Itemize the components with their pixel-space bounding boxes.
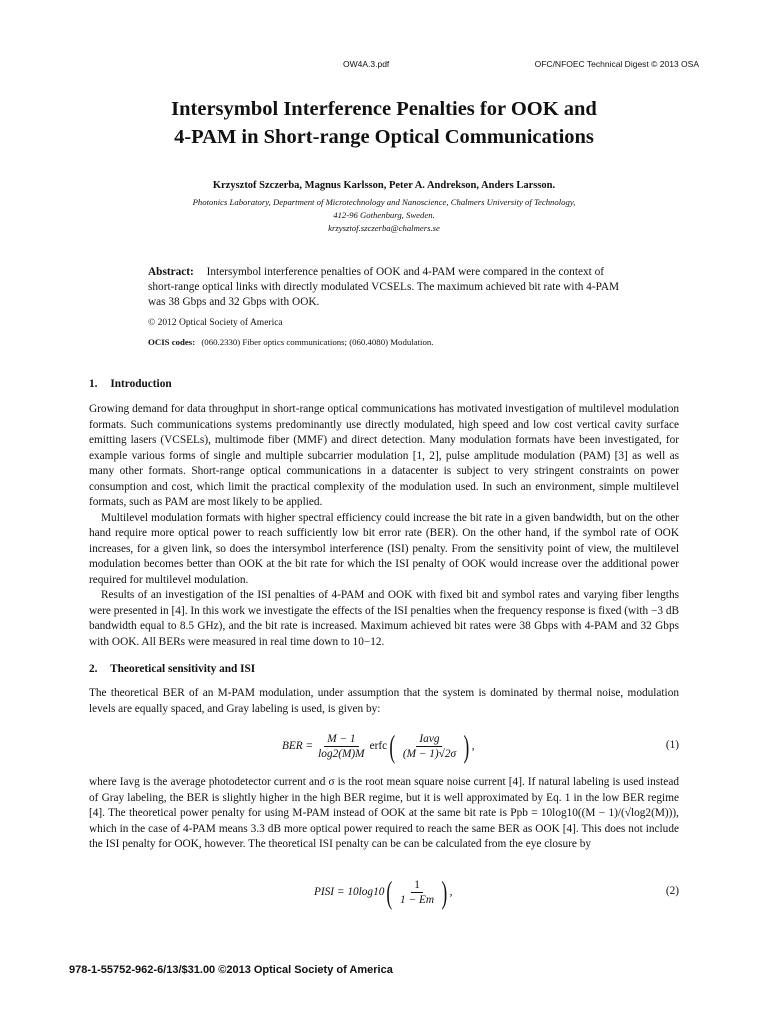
section-number: 2. bbox=[89, 663, 98, 675]
right-paren: ) bbox=[463, 728, 470, 764]
abstract-label: Abstract: bbox=[148, 266, 194, 278]
fraction-numerator: M − 1 bbox=[324, 733, 358, 747]
ocis-codes bbox=[148, 337, 434, 347]
copyright-notice: © 2012 Optical Society of America bbox=[148, 318, 283, 328]
equation-fraction bbox=[315, 733, 367, 760]
paragraph: Multilevel modulation formats with higher spectral efficiency could increase the bit rate in a given bandwidth, but on the other hand require more optical power to reach sufficiently low bit error rate (BER). On the other hand, if the symbol rate of OOK increases, for a given link, so does the intersymbol interference (ISI) penalty. From the sensitivity point of view, the multilevel modulation becomes better than OOK at the bit rate for which the ISI penalty of OOK would increase over the additional power required for multilevel modulation. bbox=[89, 511, 679, 586]
equation-number: (1) bbox=[665, 739, 679, 751]
equation-number: (2) bbox=[665, 885, 679, 897]
left-paren: ( bbox=[389, 728, 396, 764]
affiliation-line-1: Photonics Laboratory, Department of Microtechnology and Nanoscience, Chalmers University of Technology, bbox=[192, 197, 576, 207]
paper-title bbox=[60, 95, 708, 151]
author-list: Krzysztof Szczerba, Magnus Karlsson, Peter A. Andrekson, Anders Larsson. bbox=[212, 180, 556, 191]
equation-lhs: PISI = 10log10 bbox=[314, 886, 385, 898]
equation-tail: , bbox=[471, 740, 475, 752]
equation-fraction bbox=[400, 733, 459, 760]
right-paren: ) bbox=[441, 874, 448, 910]
author-email: krzysztof.szczerba@chalmers.se bbox=[328, 223, 440, 233]
fraction-denominator: log2(M)M bbox=[318, 747, 365, 760]
section-title: Introduction bbox=[110, 378, 172, 390]
ocis-label: OCIS codes: bbox=[148, 337, 196, 347]
equation-tail: , bbox=[449, 886, 453, 898]
paragraph: Results of an investigation of the ISI penalties of 4-PAM and OOK with fixed bit and symbol rates and varying fiber lengths were presented in [4]. In this work we investigate the effects of the ISI penalties when the frequency response is fixed (with −3 dB bandwidth equal to 8.5 GHz), and the bit rate is increased. Maximum achieved bit rates were 38 Gbps with 4-PAM and 32 Gbps with OOK. All BERs were measured in real time down to 10−12. bbox=[89, 589, 679, 648]
footer-isbn: 978-1-55752-962-6/13/$31.00 ©2013 Optical Society of America bbox=[69, 964, 393, 976]
affiliation bbox=[60, 196, 708, 235]
section-heading-theory bbox=[89, 663, 255, 675]
section-title: Theoretical sensitivity and ISI bbox=[110, 663, 256, 675]
erfc-function: erfc bbox=[369, 740, 388, 752]
equation-2 bbox=[89, 874, 679, 913]
title-line-2: 4-PAM in Short-range Optical Communications bbox=[174, 126, 594, 148]
fraction-denominator: 1 − Em bbox=[400, 893, 435, 906]
equation-2-body bbox=[314, 874, 453, 910]
paragraph: where Iavg is the average photodetector current and σ is the root mean square noise current [4]. If natural labeling is used instead of Gray labeling, the BER is slightly higher in the high BER regime, but it is well approximated by Eq. 1 in the low BER regime [4]. The theoretical power penalty for using M-PAM instead of OOK at the same bit rate is Ppb = 10log10((M − 1)/(√log2(M))), which in the case of 4-PAM means 3.3 dB more optical power required to reach the same BER as OOK [4]. This does not include the ISI penalty for OOK, however. The theoretical ISI penalty can be can be calculated from the eye closure by bbox=[89, 776, 679, 850]
abstract bbox=[148, 265, 620, 310]
equation-lhs: BER = bbox=[282, 740, 314, 752]
theory-intro bbox=[89, 686, 679, 717]
section-heading-introduction bbox=[89, 378, 172, 390]
paragraph: The theoretical BER of an M-PAM modulation, under assumption that the system is dominated by thermal noise, modulation levels are equally spaced, and Gray labeling is used, is given by: bbox=[89, 687, 679, 715]
theory-body bbox=[89, 775, 679, 853]
left-paren: ( bbox=[386, 874, 393, 910]
header-digest: OFC/NFOEC Technical Digest © 2013 OSA bbox=[534, 59, 699, 69]
equation-1 bbox=[89, 728, 679, 767]
equation-1-body bbox=[282, 728, 475, 764]
fraction-numerator: 1 bbox=[411, 879, 423, 893]
fraction-denominator: (M − 1)√2σ bbox=[402, 747, 457, 760]
section-number: 1. bbox=[89, 378, 98, 390]
abstract-text: Intersymbol interference penalties of OOK and 4-PAM were compared in the context of short-range optical links with directly modulated VCSELs. The maximum achieved bit rate with 4-PAM was 38 Gbps and 32 Gbps with OOK. bbox=[148, 266, 620, 308]
title-line-1: Intersymbol Interference Penalties for OOK and bbox=[171, 98, 597, 120]
ocis-text: (060.2330) Fiber optics communications; (060.4080) Modulation. bbox=[201, 337, 434, 347]
equation-fraction bbox=[397, 879, 437, 906]
header-filename: OW4A.3.pdf bbox=[343, 59, 390, 69]
affiliation-line-2: 412-96 Gothenburg, Sweden. bbox=[333, 210, 435, 220]
paragraph: Growing demand for data throughput in short-range optical communications has motivated investigation of multilevel modulation formats. Such communications systems predominantly use directly modulated, high speed and low cost vertical cavity surface emitting lasers (VCSELs), multimode fiber (MMF) and direct detection. Many modulation formats have been investigated, for example various forms of single and multiple subcarrier modulation [1, 2], pulse amplitude modulation (PAM) [3] as well as many other formats. Short-range optical communications in a datacenter is subject to very stringent constraints on power consumption and cost, which limit the practical complexity of the modulation used. In such an environment, simple multilevel formats, such as PAM are most likely to be applied. bbox=[89, 403, 679, 508]
introduction-body bbox=[89, 402, 679, 650]
fraction-numerator: Iavg bbox=[416, 733, 442, 747]
